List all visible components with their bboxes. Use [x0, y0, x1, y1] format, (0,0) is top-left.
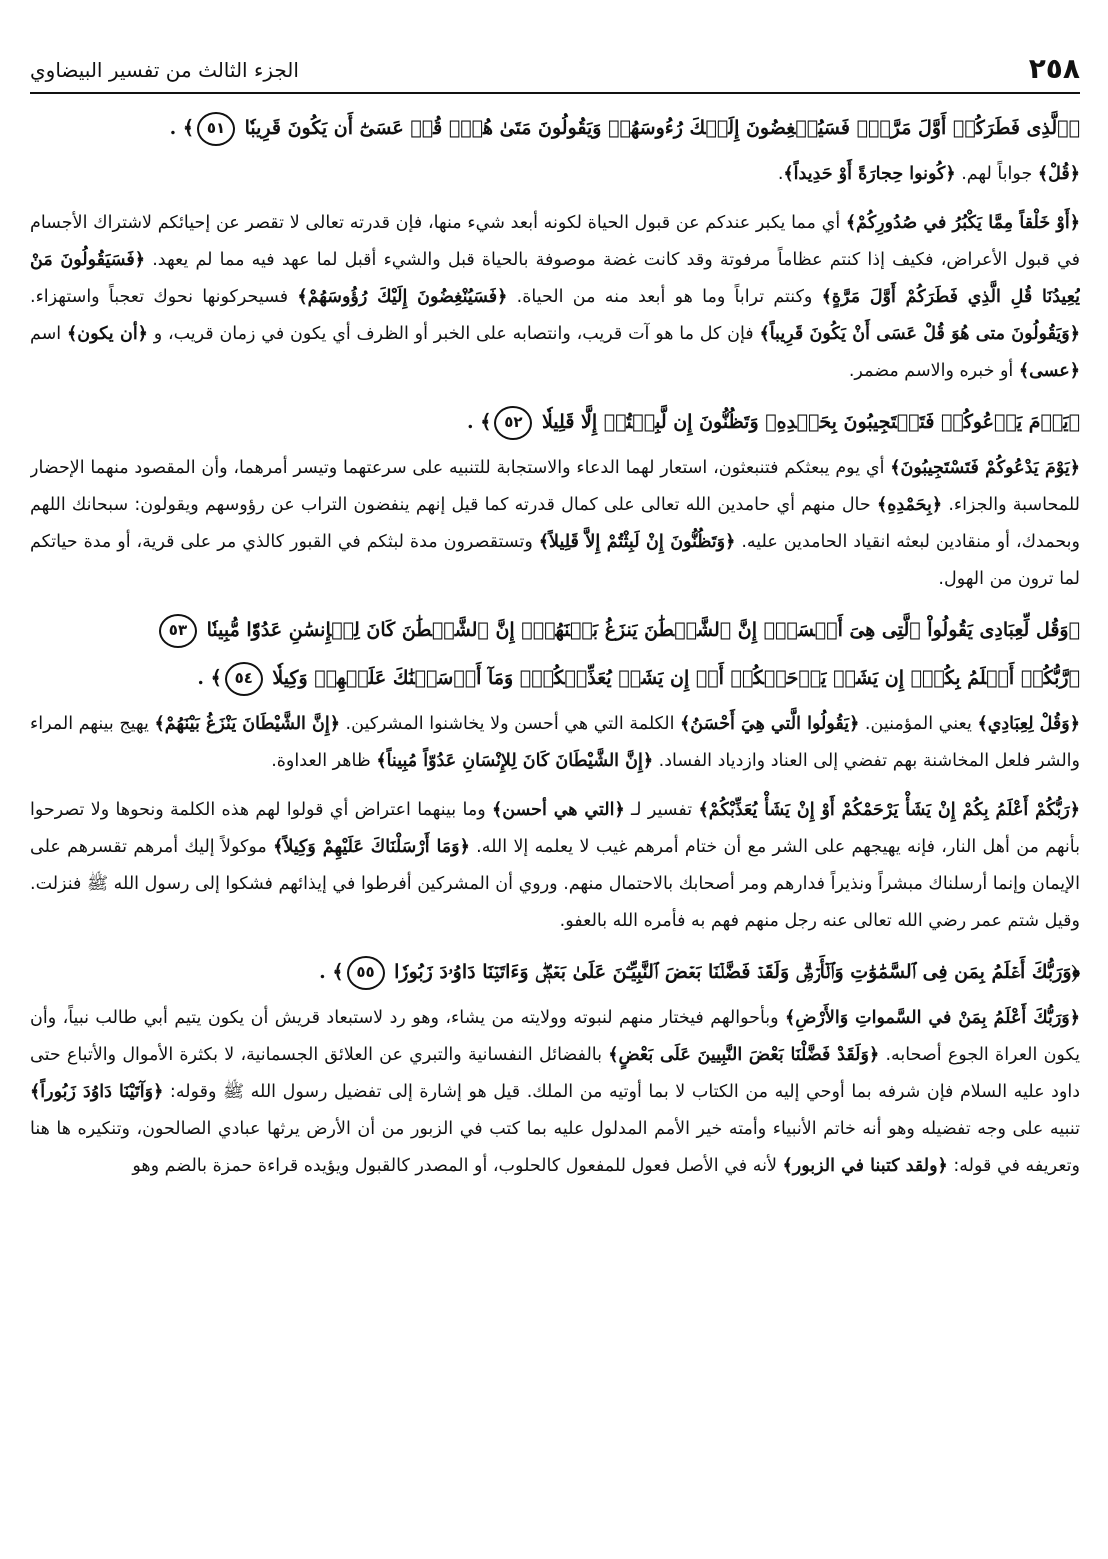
verse-number-medallion: ٥٣ — [159, 614, 197, 648]
quoted-verse-fragment: ﴿ولقد كتبنا في الزبور﴾ — [782, 1156, 948, 1176]
commentary-paragraph — [30, 205, 1080, 390]
quran-verse — [30, 610, 1080, 650]
body-text — [30, 104, 1080, 1544]
verse-text: رَّبُّكُمۡ أَعۡلَمُ بِكُمۡۖ إِن يَشَأۡ يَرۡحَمۡكُمۡ أَوۡ إِن يَشَأۡ يُعَذِّبۡكُمۡۚ وَمَآ أَرۡسَلۡنَٰكَ عَلَيۡهِمۡ وَكِيلٗا — [272, 667, 1069, 689]
commentary-text: أي مما يكبر عندكم عن قبول الحياة لكونه أبعد شيء منها، فإن قدرته تعالى لا تقصر عن إحيائكم لاشتراك الأجسام في قبول الأعراض، فكيف إذا كنتم عظاماً مرفوتة وقد كانت غضة موصوفة بالحياة قبل والشيء أقبل لما عهد فيه مما لم يعهد. — [30, 213, 1080, 270]
commentary-text: الكلمة التي هي أحسن ولا يخاشنوا المشركين. — [339, 714, 681, 734]
verse-number-medallion: ٥٤ — [225, 662, 263, 696]
quoted-verse-fragment: ﴿وَرَبُّكَ أَعْلَمُ بِمَنْ في السَّمواتِ وَالأَرْضِ﴾ — [785, 1008, 1080, 1028]
quoted-verse-fragment: ﴿وَيَقُولُونَ متى هُوَ قُلْ عَسَى أَنْ يَكُونَ قَرِيباً﴾ — [759, 324, 1080, 344]
quoted-verse-fragment: ﴿كُونوا حِجارَةً أَوْ حَدِيداً﴾ — [783, 164, 956, 184]
quoted-verse-fragment: ﴿أن يكون﴾ — [66, 324, 148, 344]
verse-text: وَقُل لِّعِبَادِى يَقُولُواْ ٱلَّتِى هِىَ أَحۡسَنُۚ إِنَّ ٱلشَّيۡطَٰنَ يَنزَغُ بَيۡنَهُمۡۚ إِنَّ ٱلشَّيۡطَٰنَ كَانَ لِلۡإِنسَٰنِ عَدُوّٗا مُّبِينٗا — [206, 619, 1069, 641]
verse-number-medallion: ٥٥ — [347, 956, 385, 990]
commentary-text: يهيج بينهم المراء والشر فلعل المخاشنة بهم تفضي إلى العناد وازدياد الفساد. — [30, 714, 1080, 771]
commentary-text: تنبيه على وجه تفضيله وهو أنه خاتم الأنبياء وأمته خير الأمم المدلول عليه بما كتب في الزبور من أن الأرض يرثها عبادي الصالحون، وتنكيره ها هنا وتعريفه في قوله: — [30, 1119, 1080, 1176]
quoted-verse-fragment: ﴿عسى﴾ — [1018, 361, 1080, 381]
running-title: الجزء الثالث من تفسير البيضاوي — [30, 58, 299, 82]
commentary-text: حال منهم أي حامدين الله تعالى على كمال قدرته كما قيل إنهم ينفضون التراب عن رؤوسهم ويقولون: سبحانك اللهم وبحمدك، أو منقادين لبعثه انقياد الحامدين عليه. — [30, 495, 1080, 552]
commentary-text: فإن كل ما هو آت قريب، وانتصابه على الخبر أو الظرف أي يكون في زمان قريب، و — [147, 324, 760, 344]
quran-verse — [30, 108, 1080, 148]
verse-text: وَرَبُّكَ أَعۡلَمُ بِمَن فِى ٱلسَّمَٰوَٰتِ وَٱلۡأَرۡضِۗ وَلَقَدۡ فَضَّلۡنَا بَعۡضَ ٱلنَّبِيِّـۧنَ عَلَىٰ بَعۡضٖۖ وَءَاتَيۡنَا دَاوُۥدَ زَبُورٗا — [394, 961, 1072, 983]
quoted-verse-fragment: ﴿وَتَظُنُّونَ إِنْ لَبِثْتُمْ إِلاَّ قَلِيلاً﴾ — [538, 532, 736, 552]
verse-close-bracket: ﴾ . — [197, 667, 222, 689]
commentary-text: أي يوم يبعثكم فتنبعثون، استعار لهما الدعاء والاستجابة للتنبيه على سرعتهما وتيسر أمرهما، وأن المقصود منهما الإحضار للمحاسبة والجزاء. — [30, 458, 1080, 515]
quoted-verse-fragment: ﴿بِحَمْدِهِ﴾ — [876, 495, 943, 515]
commentary-text: وبأحوالهم فيختار منهم لنبوته وولايته من يشاء، وهو رد لاستبعاد قريش أن يكون يتيم أبي طالب نبياً، وأن يكون العراة الجوع أصحابه. — [30, 1008, 1080, 1065]
quoted-verse-fragment: ﴿فَسَيَقُولُونَ مَنْ يُعِيدُنَا قُلِ الَّذِي فَطَرَكُمْ أَوَّلَ مَرَّةٍ﴾ — [30, 250, 1080, 307]
commentary-text: يعني المؤمنين. — [859, 714, 978, 734]
page-number: ٢٥٨ — [1028, 52, 1080, 85]
verse-close-bracket: ﴾ . — [466, 411, 492, 433]
quoted-verse-fragment: ﴿يَقُولُوا الَّتي هِيَ أَحْسَنُ﴾ — [680, 714, 860, 734]
commentary-paragraph — [30, 450, 1080, 598]
quoted-verse-fragment: ﴿وَآتَيْنَا دَاوُدَ زَبُوراً﴾ — [30, 1082, 164, 1102]
verse-open-bracket: ﴿ — [1068, 667, 1080, 689]
commentary-paragraph — [30, 156, 1080, 193]
page-header — [30, 52, 1080, 94]
quoted-verse-fragment: ﴿رَبُّكُمْ أَعْلَمُ بِكُمْ إِنْ يَشَأْ يَرْحَمْكُمْ أَوْ إِنْ يَشَأْ يُعَذِّبْكُمْ﴾ — [698, 800, 1080, 820]
verse-open-bracket: ﴿ — [1068, 411, 1080, 433]
commentary-text: تفسير لـ — [624, 800, 699, 820]
quran-verse — [30, 952, 1080, 992]
verse-close-bracket: ﴾ . — [319, 961, 344, 983]
commentary-text: بالفضائل النفسانية والتبري عن العلائق الجسمانية، لا بكثرة الأموال والأتباع حتى داود عليه السلام فإن شرفه بما أوحي إليه من الكتاب لا بما أوتيه من الملك. قيل هو إشارة إلى تفضيل رسول الله ﷺ وقوله: — [30, 1045, 1080, 1102]
quoted-verse-fragment: ﴿التي هي أحسن﴾ — [492, 800, 625, 820]
quoted-verse-fragment: ﴿أَوْ خَلْقاً مِمَّا يَكْبُرُ في صُدُورِكُمْ﴾ — [845, 213, 1080, 233]
quoted-verse-fragment: ﴿وَمَا أَرْسَلْنَاكَ عَلَيْهِمْ وَكِيلاً﴾ — [273, 837, 470, 857]
commentary-text: فسيحركونها نحوك تعجباً واستهزاء. — [30, 287, 298, 307]
verse-text: ٱلَّذِى فَطَرَكُمۡ أَوَّلَ مَرَّةٖۚ فَسَيُنۡغِضُونَ إِلَيۡكَ رُءُوسَهُمۡ وَيَقُولُونَ مَتَىٰ هُوَۖ قُلۡ عَسَىٰٓ أَن يَكُونَ قَرِيبٗا — [244, 117, 1069, 139]
quoted-verse-fragment: ﴿وَقُلْ لِعِبَادِي﴾ — [977, 714, 1080, 734]
verse-open-bracket: ﴿ — [1068, 619, 1080, 641]
commentary-paragraph — [30, 1000, 1080, 1185]
verse-number-medallion: ٥٢ — [494, 406, 532, 440]
quoted-verse-fragment: ﴿إِنَّ الشَّيْطَانَ كَانَ لِلإِنْسَانِ عَدُوّاً مُبِيناً﴾ — [376, 751, 654, 771]
commentary-paragraph — [30, 792, 1080, 940]
commentary-text: وكنتم تراباً وما هو أبعد منه من الحياة. — [507, 287, 822, 307]
commentary-paragraph — [30, 706, 1080, 780]
commentary-text: . — [777, 164, 784, 184]
commentary-text: اسم — [30, 324, 67, 344]
verse-number-medallion: ٥١ — [197, 112, 235, 146]
quoted-verse-fragment: ﴿وَلَقَدْ فَضَّلْنَا بَعْضَ النَّبِيينَ عَلَى بَعْضٍ﴾ — [608, 1045, 880, 1065]
commentary-text: ظاهر العداوة. — [271, 751, 377, 771]
quoted-verse-fragment: ﴿فَسَيُنْغِضُونَ إِلَيْكَ رُؤُوسَهُمْ﴾ — [297, 287, 508, 307]
commentary-text: لأنه في الأصل فعول للمفعول كالحلوب، أو المصدر كالقبول ويؤيده قراءة حمزة بالضم وهو — [132, 1156, 783, 1176]
commentary-text: جواباً لهم. — [955, 164, 1038, 184]
verse-open-bracket: ﴿ — [1068, 117, 1080, 139]
quoted-verse-fragment: ﴿يَوْمَ يَدْعُوكُمْ فَتَسْتَجِيبُونَ﴾ — [890, 458, 1080, 478]
commentary-text: أو خبره والاسم مضمر. — [848, 361, 1019, 381]
verse-text: يَوۡمَ يَدۡعُوكُمۡ فَتَسۡتَجِيبُونَ بِحَمۡدِهِۦ وَتَظُنُّونَ إِن لَّبِثۡتُمۡ إِلَّا قَلِيلٗا — [541, 411, 1069, 433]
verse-close-bracket: ﴾ . — [169, 117, 194, 139]
commentary-text: وتستقصرون مدة لبثكم في القبور كالذي مر على قرية، أو مدة حياتكم لما ترون من الهول. — [30, 532, 1080, 589]
quoted-verse-fragment: ﴿قُلْ﴾ — [1037, 164, 1080, 184]
quran-verse — [30, 402, 1080, 442]
commentary-text: موكولاً إليك أمرهم تقسرهم على الإيمان وإنما أرسلناك مبشراً ونذيراً فدارهم ومر أصحابك بالاحتمال منهم. وروي أن المشركين أفرطوا في إيذائهم فشكوا إلى رسول الله ﷺ فنزلت. وقيل شتم عمر رضي الله تعالى عنه رجل منهم فهم به فأمره الله بالعفو. — [30, 837, 1080, 931]
quran-verse — [30, 658, 1080, 698]
verse-open-bracket: ﴿ — [1071, 961, 1080, 983]
commentary-text: وما بينهما اعتراض أي قولوا لهم هذه الكلمة ونحوها ولا تصرحوا بأنهم من أهل النار، فإنه يهيجهم على الشر مع أن ختام أمرهم غيب لا يعلمه إلا الله. — [30, 800, 1080, 857]
quoted-verse-fragment: ﴿إِنَّ الشَّيْطَانَ يَنْزَغُ بَيْنَهُمْ﴾ — [154, 714, 340, 734]
